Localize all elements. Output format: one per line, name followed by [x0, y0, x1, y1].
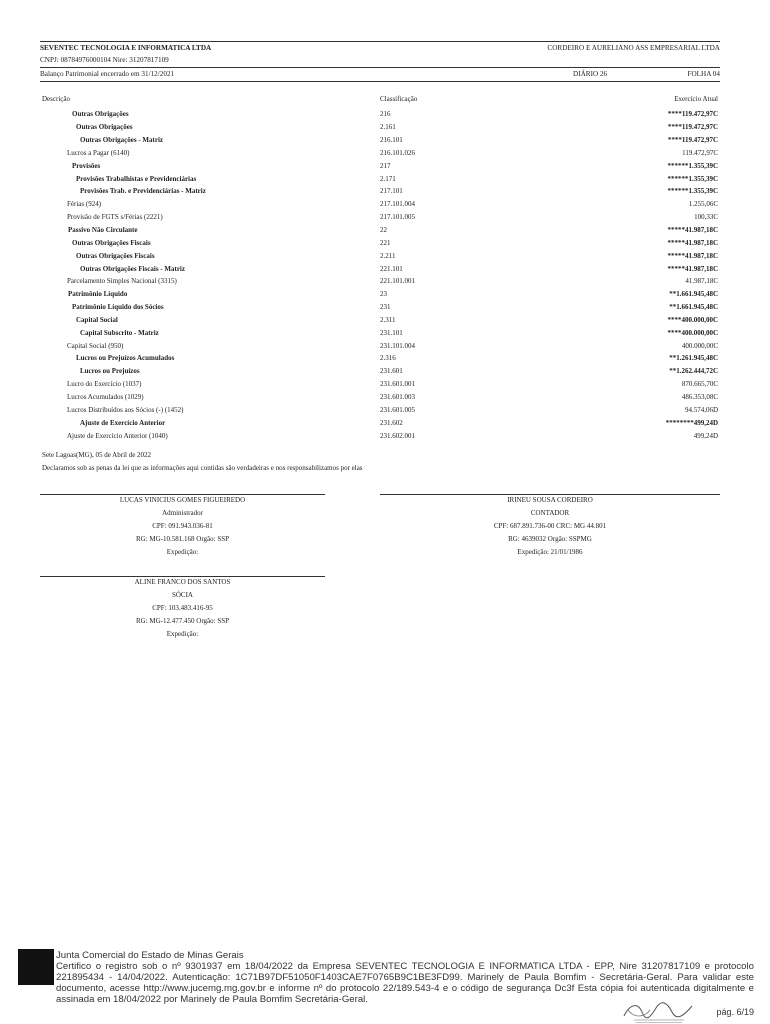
row-value: 41.987,18C — [685, 277, 718, 286]
diario-label: DIÁRIO 26 — [573, 70, 608, 78]
row-value: 119.472,97C — [682, 148, 718, 157]
row-classification: 2.161 — [380, 123, 396, 132]
accountant-firm: CORDEIRO E AURELIANO ASS EMPRESARIAL LTDA — [547, 44, 720, 52]
table-row — [42, 352, 718, 365]
document-header — [40, 42, 720, 66]
row-description: Lucros Distribuídos aos Sócios (-) (1452) — [67, 405, 184, 414]
row-value: **1.261.945,48C — [669, 354, 718, 363]
table-row — [42, 121, 718, 134]
col-description: Descrição — [42, 95, 70, 103]
page-number: pág. 6/19 — [716, 1007, 754, 1017]
table-row — [42, 147, 718, 160]
place-date: Sete Lagoas(MG), 05 de Abril de 2022 — [42, 451, 152, 459]
row-description: Lucro do Exercício (1037) — [67, 380, 142, 389]
row-value: ****400.000,00C — [667, 328, 718, 337]
row-classification: 231.602.001 — [380, 431, 415, 440]
row-value: ****119.472,97C — [667, 136, 718, 145]
table-row — [42, 378, 718, 391]
signatory-block — [40, 494, 325, 559]
row-classification: 217.101.005 — [380, 213, 415, 222]
col-classification: Classificação — [380, 95, 418, 103]
row-value: 100,33C — [694, 213, 718, 222]
table-row — [42, 429, 718, 442]
header-rule-bottom — [40, 81, 720, 82]
signatory-name: LUCAS VINICIUS GOMES FIGUEIREDO — [119, 496, 246, 504]
row-value: 870.665,70C — [681, 380, 718, 389]
table-row — [42, 326, 718, 339]
row-value: ******1.355,39C — [667, 161, 718, 170]
row-value: ******1.355,39C — [667, 174, 718, 183]
row-description: Lucros ou Prejuízos Acumulados — [76, 354, 175, 363]
balance-table — [42, 108, 718, 442]
row-value: **1.661.945,48C — [669, 290, 718, 299]
row-classification: 231.601.001 — [380, 380, 415, 389]
signatory-role: CONTADOR — [530, 509, 570, 517]
row-classification: 231 — [380, 303, 391, 312]
signatory-rg: RG: MG-12.477.450 Orgão: SSP — [135, 617, 230, 625]
table-row — [42, 365, 718, 378]
table-row — [42, 391, 718, 404]
row-description: Outras Obrigações — [76, 123, 133, 132]
authentication-text: Junta Comercial do Estado de Minas Gerais Certifico o registro sob o nº 9301937 em 18/04/2022 da Empresa SEVENTEC TECNOLOGIA E INFORMATICA LTDA - EPP, Nire 31207817109 e protocolo 221895434 - 14/04/2022. Autenticação: 1C71B97DF51050F1403CAE7F0765B9C1BE3FD99. Marinely de Paula Bomfim - Secretária-Geral. Para validar este documento, acesse http://www.jucemg.mg.gov.br e informe nº do protocolo 22/189.543-4 e o código de segurança Dc3f Esta cópia foi autenticada digitalmente e assinada em 18/04/2022 por Marinely de Paula Bomfim Secretária-Geral. — [56, 950, 754, 1005]
column-headers — [42, 95, 718, 103]
table-row — [42, 314, 718, 327]
table-row — [42, 185, 718, 198]
row-classification: 2.311 — [380, 315, 396, 324]
authentication-footer — [18, 944, 758, 1024]
table-row — [42, 211, 718, 224]
signature-stamp-icon — [620, 998, 698, 1024]
row-classification: 231.601.003 — [380, 392, 415, 401]
row-description: Ajuste de Exercício Anterior — [80, 418, 166, 427]
signatory-name: ALINE FRANCO DOS SANTOS — [134, 578, 231, 586]
row-value: **1.262.444,72C — [669, 367, 718, 376]
qr-code-icon — [18, 949, 54, 985]
row-description: Provisões Trabalhistas e Previdenciárias — [76, 174, 197, 183]
row-description: Capital Social (950) — [67, 341, 124, 350]
row-value: *****41.987,18C — [667, 238, 718, 247]
row-description: Outras Obrigações Fiscais — [76, 251, 155, 260]
table-row — [42, 339, 718, 352]
row-classification: 216.101.026 — [380, 148, 415, 157]
col-value: Exercício Atual — [674, 95, 718, 103]
row-value: ****119.472,97C — [667, 110, 718, 119]
report-title: Balanço Patrimonial encerrado em 31/12/2021 — [40, 70, 175, 78]
signatory-block — [380, 494, 720, 559]
row-classification: 23 — [380, 290, 387, 299]
company-name: SEVENTEC TECNOLOGIA E INFORMATICA LTDA — [40, 44, 212, 52]
row-classification: 216 — [380, 110, 391, 119]
row-description: Outras Obrigações - Matriz — [80, 136, 164, 145]
declaration: Declaramos sob as penas da lei que as informações aqui contidas são verdadeiras e nos responsabilizamos por elas — [42, 464, 363, 472]
row-classification: 216.101 — [380, 136, 403, 145]
row-value: ****400.000,00C — [667, 315, 718, 324]
row-classification: 217 — [380, 161, 391, 170]
row-classification: 231.101 — [380, 328, 403, 337]
row-description: Outras Obrigações Fiscais — [72, 238, 151, 247]
table-row — [42, 108, 718, 121]
table-row — [42, 301, 718, 314]
table-row — [42, 134, 718, 147]
folha-label: FOLHA 04 — [687, 70, 720, 78]
row-value: 486.353,08C — [681, 392, 718, 401]
table-row — [42, 403, 718, 416]
signatory-rg: RG: 4639032 Orgão: SSPMG — [508, 535, 592, 543]
signatory-block — [40, 576, 325, 641]
row-classification: 217.101.004 — [380, 200, 415, 209]
signatory-expedicao: Expedição: — [166, 548, 199, 556]
table-row — [42, 159, 718, 172]
row-value: 94.574,06D — [684, 405, 718, 414]
cnpj-nire: CNPJ: 08784976000104 Nire: 31207817109 — [40, 56, 169, 64]
table-row — [42, 236, 718, 249]
row-description: Parcelamento Simples Nacional (3315) — [67, 277, 177, 286]
row-value: 400.000,00C — [681, 341, 718, 350]
table-row — [42, 249, 718, 262]
signatory-expedicao: Expedição: — [166, 630, 199, 638]
row-description: Provisões Trab. e Previdenciárias - Matriz — [80, 187, 206, 196]
row-classification: 231.601.005 — [380, 405, 415, 414]
table-row — [42, 224, 718, 237]
row-value: **1.661.945,48C — [669, 303, 718, 312]
row-description: Ajuste de Exercício Anterior (1040) — [67, 431, 168, 440]
signatory-cpf: CPF: 091.943.036-81 — [152, 522, 213, 530]
row-description: Capital Social — [76, 315, 118, 324]
report-header — [40, 68, 720, 80]
table-row — [42, 198, 718, 211]
row-description: Patrimônio Líquido dos Sócios — [72, 303, 164, 312]
row-value: 499,24D — [693, 431, 718, 440]
row-value: *****41.987,18C — [667, 264, 718, 273]
row-classification: 2.171 — [380, 174, 396, 183]
row-description: Outras Obrigações — [72, 110, 129, 119]
row-classification: 2.211 — [380, 251, 396, 260]
row-description: Capital Subscrito - Matriz — [80, 328, 159, 337]
row-description: Lucros ou Prejuízos — [80, 367, 140, 376]
row-description: Outras Obrigações Fiscais - Matriz — [80, 264, 185, 273]
row-value: 1.255,06C — [688, 200, 718, 209]
table-row — [42, 172, 718, 185]
row-classification: 231.101.004 — [380, 341, 415, 350]
signatory-rg: RG: MG-10.581.168 Orgão: SSP — [135, 535, 230, 543]
row-classification: 231.602 — [380, 418, 403, 427]
table-row — [42, 416, 718, 429]
row-value: ********499,24D — [665, 418, 718, 427]
row-value: *****41.987,18C — [667, 251, 718, 260]
row-description: Provisões — [72, 161, 101, 170]
signatory-role: SÓCIA — [171, 591, 193, 599]
row-description: Férias (924) — [67, 200, 102, 209]
row-classification: 217.101 — [380, 187, 403, 196]
signatory-cpf: CPF: 687.891.736-00 CRC: MG 44.801 — [493, 522, 607, 530]
row-classification: 221.101 — [380, 264, 403, 273]
signatory-cpf: CPF: 103.483.416-95 — [152, 604, 213, 612]
table-row — [42, 275, 718, 288]
row-value: ****119.472,97C — [667, 123, 718, 132]
row-classification: 2.316 — [380, 354, 396, 363]
row-description: Passivo Não Circulante — [68, 226, 138, 235]
table-row — [42, 288, 718, 301]
row-value: *****41.987,18C — [667, 226, 718, 235]
row-classification: 221 — [380, 238, 391, 247]
row-value: ******1.355,39C — [667, 187, 718, 196]
table-row — [42, 262, 718, 275]
row-classification: 231.601 — [380, 367, 403, 376]
row-classification: 221.101.001 — [380, 277, 415, 286]
signatory-role: Administrador — [162, 509, 203, 517]
row-classification: 22 — [380, 226, 387, 235]
row-description: Patrimônio Líquido — [68, 290, 128, 299]
row-description: Lucros Acumulados (1029) — [67, 392, 144, 401]
row-description: Lucros a Pagar (6140) — [67, 148, 130, 157]
signatory-name: IRINEU SOUSA CORDEIRO — [507, 496, 593, 504]
row-description: Provisão de FGTS s/Férias (2221) — [67, 213, 163, 222]
signatory-expedicao: Expedição: 21/01/1986 — [517, 548, 583, 556]
